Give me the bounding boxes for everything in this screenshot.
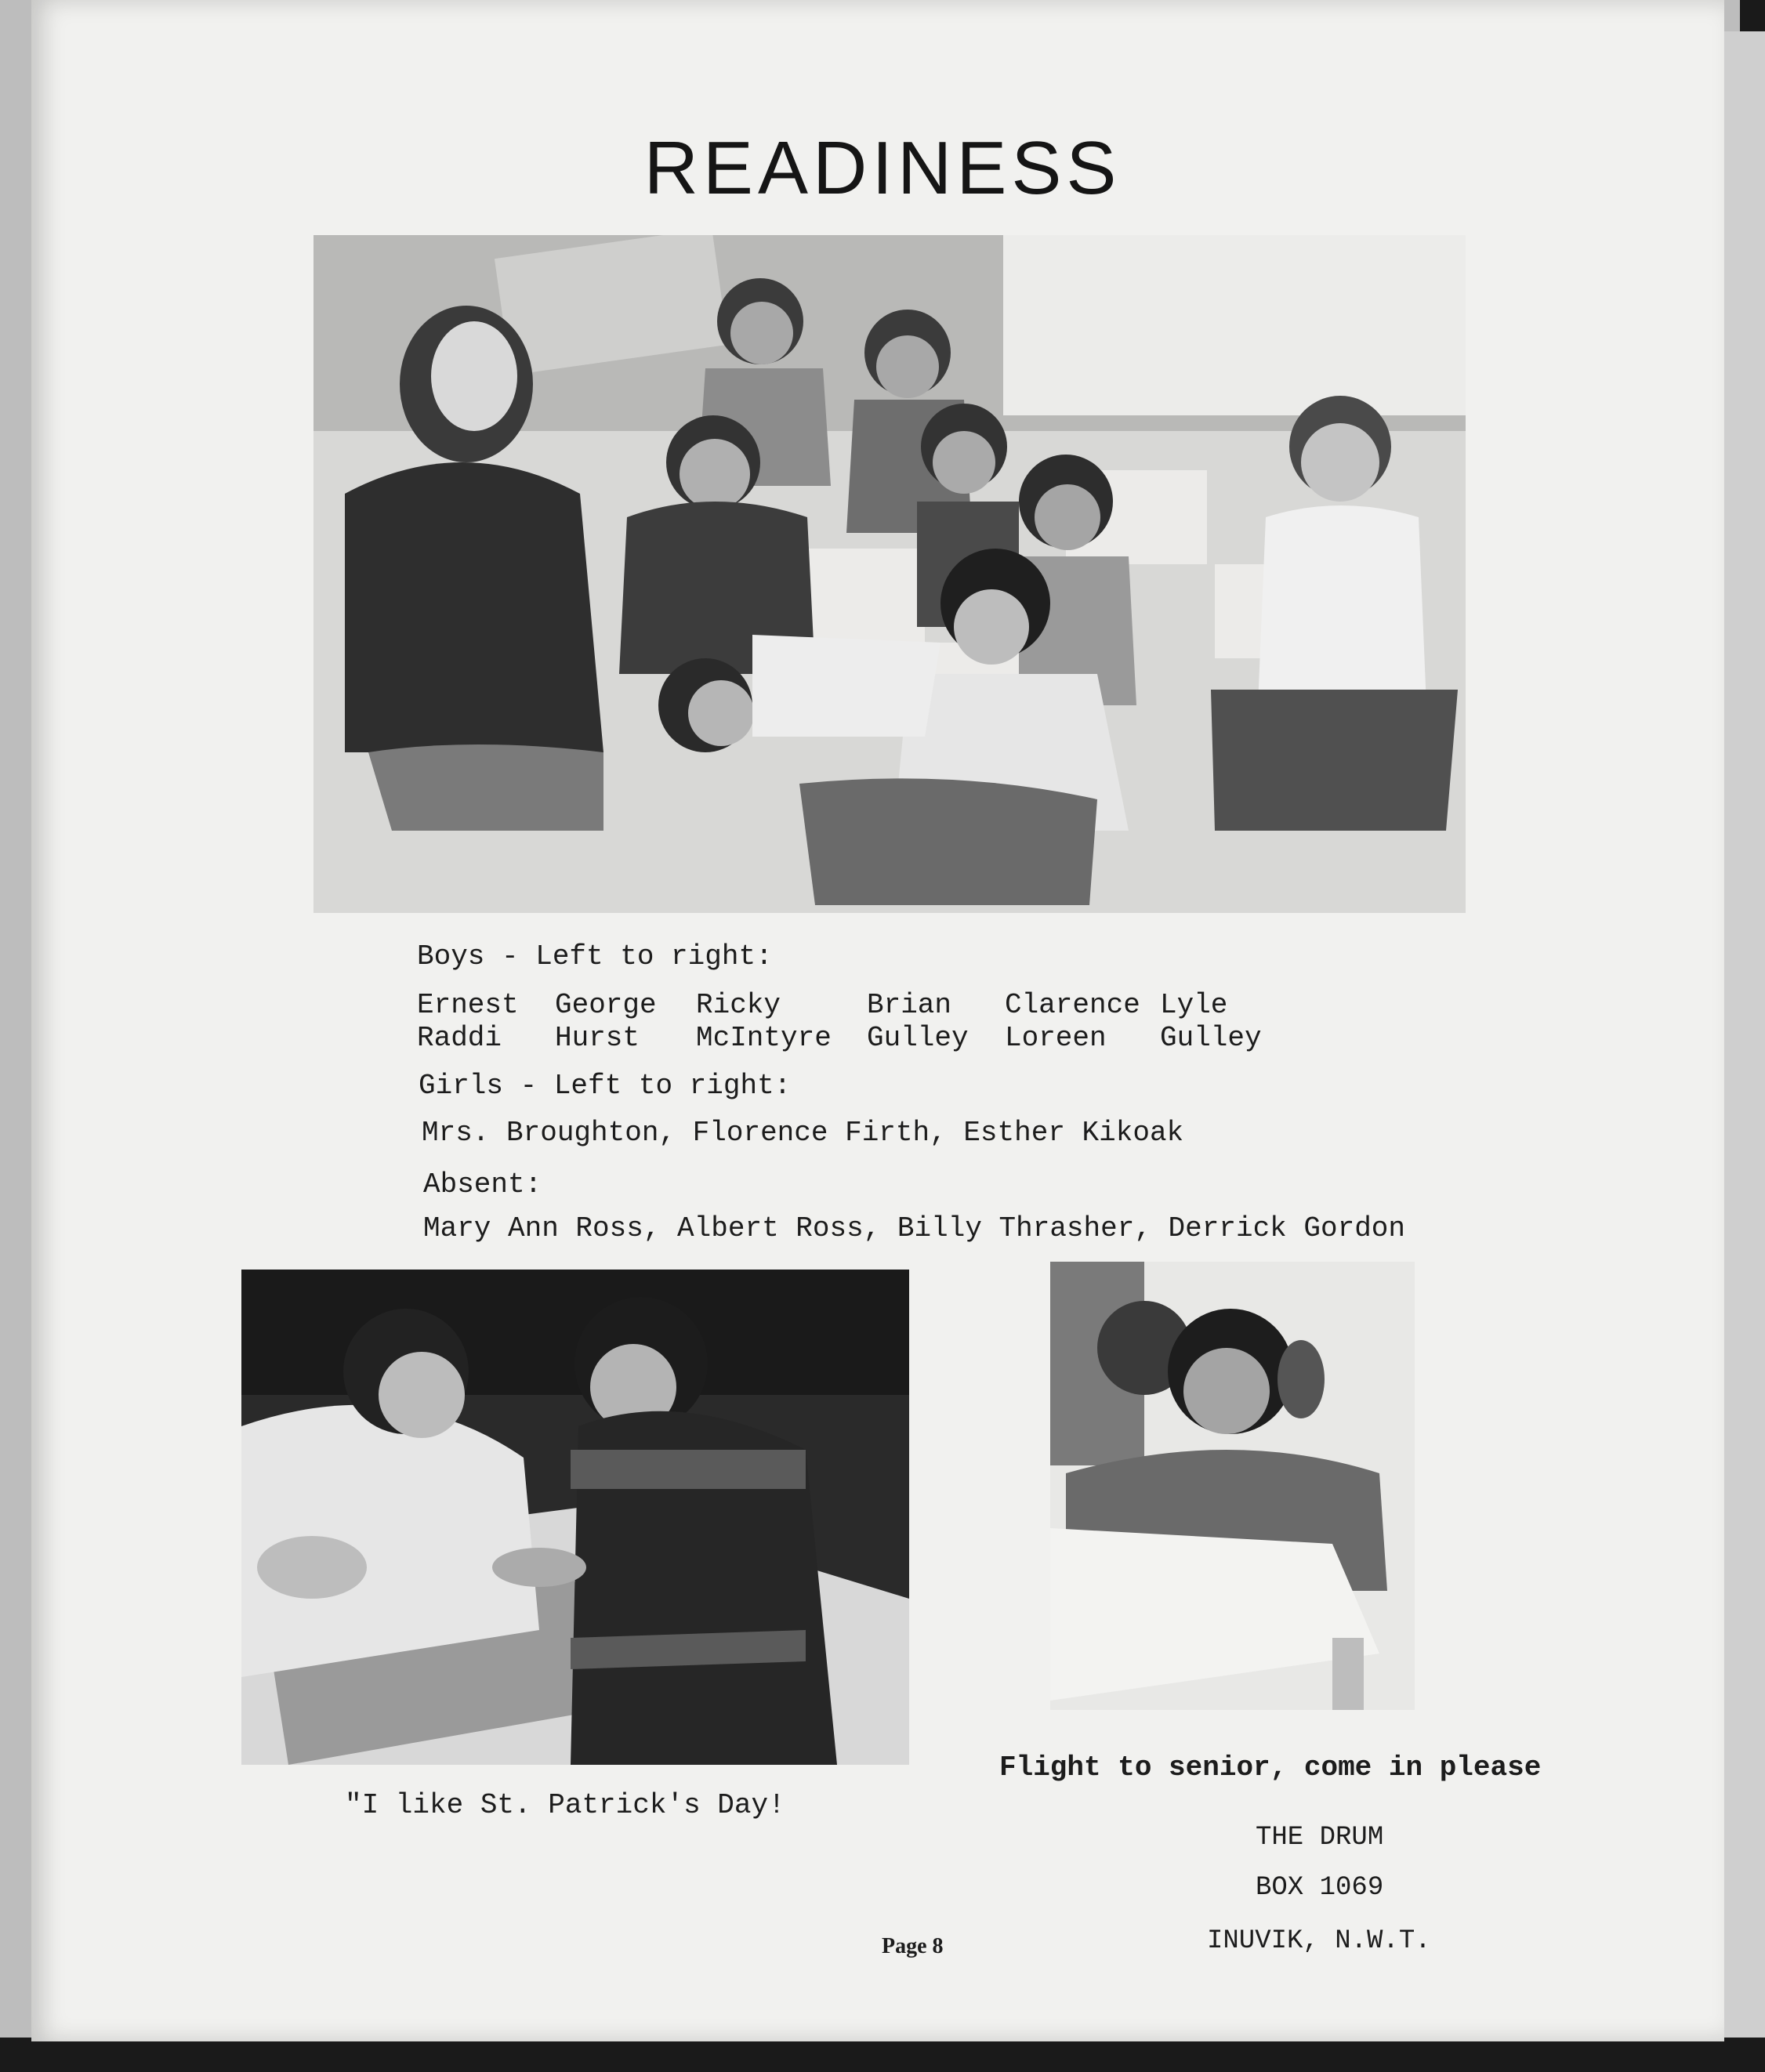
boy-last-name: Raddi <box>417 1022 502 1054</box>
boy-first-name: Lyle <box>1160 989 1228 1021</box>
girls-names: Mrs. Broughton, Florence Firth, Esther Kikoak <box>422 1117 1184 1149</box>
boy-last-name: McIntyre <box>696 1022 832 1054</box>
st-patricks-photo <box>241 1270 909 1765</box>
boy-first-name: Ernest <box>417 989 519 1021</box>
boy-last-name: Loreen <box>1005 1022 1107 1054</box>
absent-heading: Absent: <box>423 1168 542 1201</box>
headphones-photo <box>1050 1262 1415 1710</box>
caption-headphones: Flight to senior, come in please <box>999 1751 1542 1784</box>
boy-first-name: Ricky <box>696 989 781 1021</box>
group-photo <box>313 235 1466 913</box>
boy-last-name: Hurst <box>555 1022 640 1054</box>
page-title: READINESS <box>643 126 1122 210</box>
boy-last-name: Gulley <box>867 1022 969 1054</box>
boy-first-name: Brian <box>867 989 952 1021</box>
absent-names: Mary Ann Ross, Albert Ross, Billy Thrasher, Derrick Gordon <box>423 1212 1406 1244</box>
address-line-2: BOX 1069 <box>1256 1873 1384 1903</box>
girls-heading: Girls - Left to right: <box>419 1070 792 1102</box>
page-edge <box>1724 31 1765 2038</box>
boys-heading: Boys - Left to right: <box>417 940 773 973</box>
boy-first-name: George <box>555 989 657 1021</box>
boy-last-name: Gulley <box>1160 1022 1262 1054</box>
address-line-3: INUVIK, N.W.T. <box>1207 1926 1431 1956</box>
address-line-1: THE DRUM <box>1256 1823 1384 1853</box>
boy-first-name: Clarence <box>1005 989 1140 1021</box>
caption-st-patricks: "I like St. Patrick's Day! <box>345 1789 785 1821</box>
page-number: Page 8 <box>882 1934 944 1958</box>
